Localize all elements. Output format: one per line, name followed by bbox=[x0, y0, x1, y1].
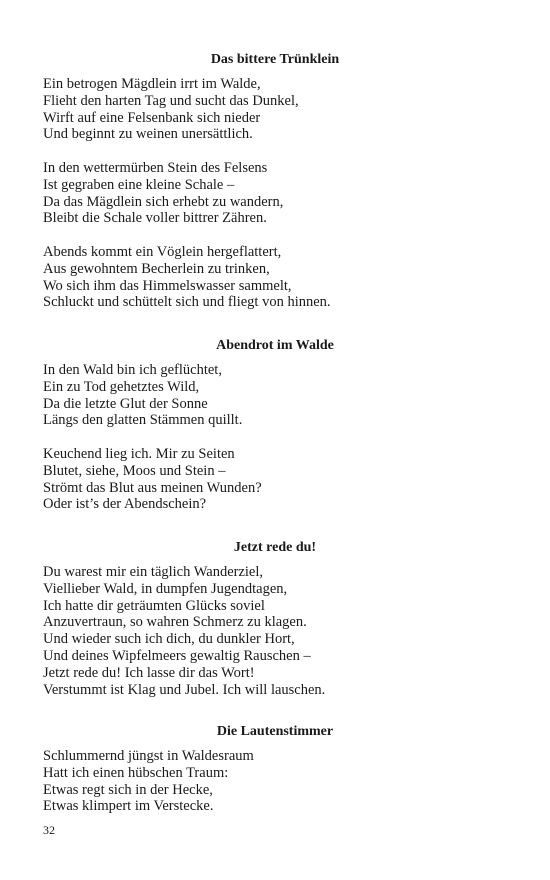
verse-line: Blutet, siehe, Moos und Stein – bbox=[43, 462, 226, 479]
verse-line: Ein zu Tod gehetztes Wild, bbox=[43, 378, 200, 395]
verse-line: Wirft auf eine Felsenbank sich nieder bbox=[43, 109, 261, 126]
verse-line: Da das Mägdlein sich erhebt zu wandern, bbox=[43, 193, 284, 210]
verse-line: Viellieber Wald, in dumpfen Jugendtagen, bbox=[43, 580, 288, 597]
stanza bbox=[43, 244, 523, 311]
verse-line: Abends kommt ein Vöglein hergeflattert, bbox=[43, 244, 282, 260]
verse-line: Längs den glatten Stämmen quillt. bbox=[43, 412, 243, 429]
verse-line: Ich hatte dir geträumten Glücks soviel bbox=[43, 597, 265, 614]
verse-line: In den wettermürben Stein des Felsens bbox=[43, 160, 268, 176]
verse-line: Anzuvertraun, so wahren Schmerz zu klagen. bbox=[43, 614, 307, 631]
stanza bbox=[43, 564, 523, 698]
verse-line: Flieht den harten Tag und sucht das Dunkel, bbox=[43, 92, 299, 109]
poem-title: Die Lautenstimmer bbox=[216, 724, 334, 739]
page-number: 32 bbox=[43, 823, 55, 837]
poem-title: Jetzt rede du! bbox=[233, 540, 317, 555]
verse-line: Schluckt und schüttelt sich und fliegt von hinnen. bbox=[43, 294, 331, 311]
verse-line: Jetzt rede du! Ich lasse dir das Wort! bbox=[43, 664, 255, 681]
verse-line: Und beginnt zu weinen unersättlich. bbox=[43, 126, 253, 143]
verse-line: Etwas regt sich in der Hecke, bbox=[43, 781, 213, 798]
verse-line: Oder ist’s der Abendschein? bbox=[43, 496, 207, 513]
verse-line: Ein betrogen Mägdlein irrt im Walde, bbox=[43, 76, 261, 92]
verse-line: Keuchend lieg ich. Mir zu Seiten bbox=[43, 446, 235, 462]
poem-title: Das bittere Trünklein bbox=[210, 52, 340, 67]
stanza bbox=[43, 160, 523, 227]
stanza bbox=[43, 76, 523, 143]
stanza bbox=[43, 362, 523, 429]
verse-line: Etwas klimpert im Verstecke. bbox=[43, 798, 214, 815]
verse-line: Wo sich ihm das Himmelswasser sammelt, bbox=[43, 277, 292, 294]
verse-line: Du warest mir ein täglich Wanderziel, bbox=[43, 564, 264, 580]
stanza bbox=[43, 748, 523, 815]
verse-line: Und deines Wipfelmeers gewaltig Rauschen – bbox=[43, 647, 311, 664]
verse-line: Ist gegraben eine kleine Schale – bbox=[43, 176, 235, 193]
verse-line: Verstummt ist Klag und Jubel. Ich will lauschen. bbox=[43, 681, 326, 698]
verse-line: Und wieder such ich dich, du dunkler Hort, bbox=[43, 631, 295, 648]
verse-line: Da die letzte Glut der Sonne bbox=[43, 395, 208, 412]
verse-line: In den Wald bin ich geflüchtet, bbox=[43, 362, 222, 378]
stanza bbox=[43, 446, 523, 513]
verse-line: Aus gewohntem Becherlein zu trinken, bbox=[43, 260, 270, 277]
verse-line: Strömt das Blut aus meinen Wunden? bbox=[43, 479, 262, 496]
verse-line: Hatt ich einen hübschen Traum: bbox=[43, 764, 229, 781]
verse-line: Schlummernd jüngst in Waldesraum bbox=[43, 748, 254, 764]
poem-title: Abendrot im Walde bbox=[216, 338, 334, 353]
verse-line: Bleibt die Schale voller bittrer Zähren. bbox=[43, 210, 267, 227]
